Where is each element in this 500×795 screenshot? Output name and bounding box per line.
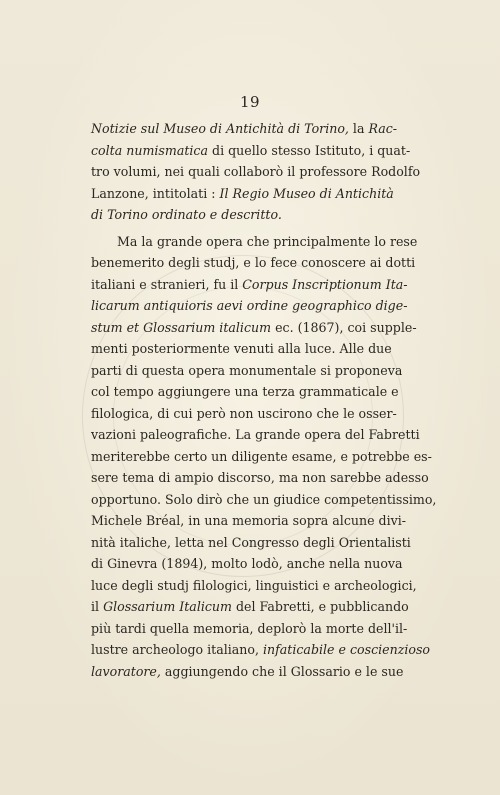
italic-text: di Torino ordinato e descritto. [91, 207, 282, 222]
text-line [91, 510, 407, 532]
italic-text: stum et Glossarium italicum [91, 319, 272, 335]
italic-text: licarum antiquioris aevi ordine geographico dige- [91, 298, 408, 313]
text-run: benemerito degli studj, e lo fece conoscere ai dotti [91, 255, 416, 270]
text-run: il [91, 599, 104, 614]
text-line [91, 618, 408, 640]
text-run: Michele Bréal, in una memoria sopra alcune divi- [91, 513, 407, 528]
text-line [91, 553, 403, 575]
text-line [91, 360, 403, 382]
text-line [91, 161, 421, 183]
text-run: opportuno. Solo dirò che un giudice competentissimo, [91, 491, 437, 507]
text-line [91, 639, 431, 661]
text-run: filologica, di cui però non uscirono che le osser- [91, 405, 397, 421]
text-run: lustre archeologo italiano, [91, 642, 263, 657]
text-line [91, 118, 398, 140]
text-line [91, 446, 432, 468]
text-line [91, 252, 416, 274]
text-line [91, 467, 429, 489]
text-line [91, 183, 394, 205]
text-line [91, 403, 397, 425]
italic-text: Glossarium Italicum [103, 599, 232, 614]
italic-text: lavoratore, [91, 663, 161, 679]
text-line [91, 231, 418, 253]
text-line [91, 424, 420, 446]
body-text [91, 118, 437, 682]
page-number: 19 [239, 93, 261, 111]
text-line [91, 381, 399, 403]
text-run: ec. (1867), coi supple- [271, 319, 417, 335]
text-run: di Ginevra (1894), molto lodò, anche nella nuova [91, 556, 403, 571]
text-line [91, 596, 409, 618]
text-line [91, 204, 388, 226]
text-line [91, 140, 411, 162]
italic-text: Notizie sul Museo di Antichità di Torino, [91, 121, 349, 136]
italic-text: Rac- [368, 121, 398, 136]
italic-text: infaticabile e coscienzioso [262, 642, 431, 657]
italic-text: Il Regio Museo di Antichità [219, 185, 394, 201]
text-run: la [348, 121, 369, 136]
text-line [91, 661, 404, 683]
text-run: vazioni paleografiche. La grande opera del Fabretti [91, 427, 420, 442]
text-run: nità italiche, letta nel Congresso degli Orientalisti [91, 534, 411, 550]
text-run: di quello stesso Istituto, i quat- [208, 142, 411, 158]
text-run: col tempo aggiungere una terza grammaticale e [91, 384, 399, 399]
text-line [91, 338, 392, 360]
text-run: più tardi quella memoria, deplorò la morte dell'il- [91, 620, 408, 636]
text-line [91, 575, 417, 597]
text-run: luce degli studj filologici, linguistici e archeologici, [91, 577, 417, 593]
text-run: meriterebbe certo un diligente esame, e potrebbe es- [91, 448, 432, 464]
text-line [91, 317, 417, 339]
italic-text: colta numismatica [91, 142, 208, 158]
text-line [91, 532, 411, 554]
text-run: del Fabretti, e pubblicando [231, 599, 409, 614]
text-run: italiani e stranieri, fu il [91, 276, 243, 292]
paragraph-1 [91, 118, 421, 226]
text-run: parti di questa opera monumentale si proponeva [91, 362, 403, 378]
text-line [91, 274, 408, 296]
text-run: Ma la grande opera che principalmente lo rese [117, 233, 418, 249]
text-run: menti posteriormente venuti alla luce. Alle due [91, 341, 392, 356]
text-line [91, 295, 408, 317]
text-run: Lanzone, intitolati : [91, 185, 220, 201]
text-run: tro volumi, nei quali collaborò il professore Rodolfo [91, 164, 421, 179]
text-run: aggiungendo che il Glossario e le sue [160, 663, 404, 679]
paragraph-2 [91, 231, 437, 683]
italic-text: Corpus Inscriptionum Ita- [242, 276, 408, 292]
text-run: sere tema di ampio discorso, ma non sarebbe adesso [91, 470, 429, 485]
text-line [91, 489, 437, 511]
